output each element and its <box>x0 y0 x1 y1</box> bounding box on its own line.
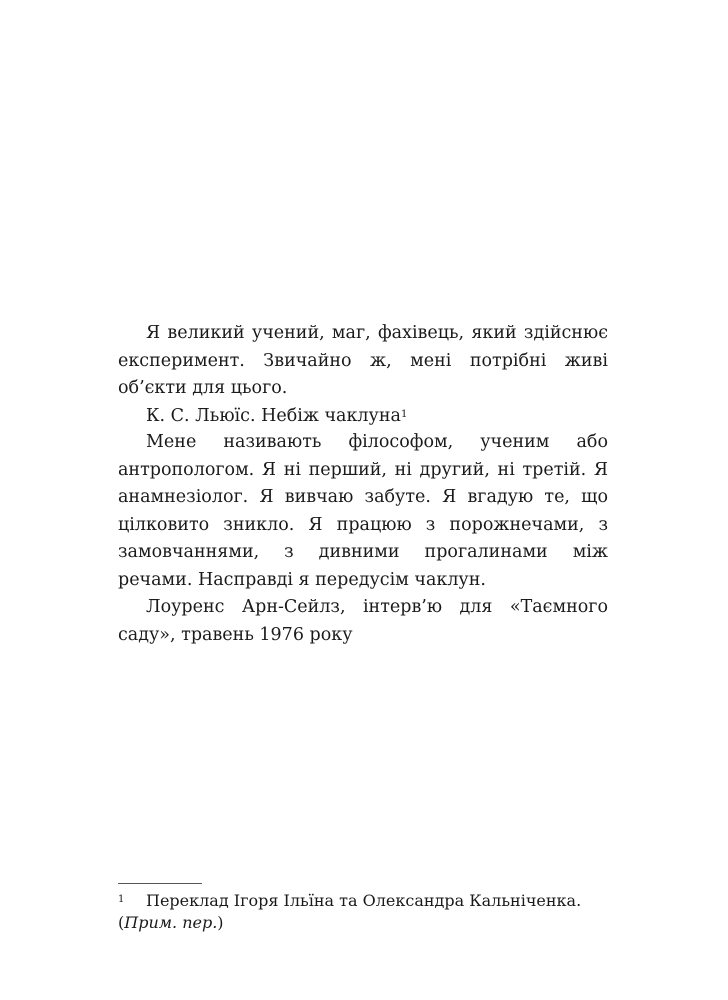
epigraph-attribution: Лоуренс Арн-Сейлз, інтерв’ю для «Таємного саду», травень 1976 року <box>118 597 608 645</box>
epigraph-quote: Мене називають філософом, ученим або антропологом. Я ні перший, ні другий, ні третій. Я анамнезіолог. Я вивчаю забуте. Я вгадую те, що цілковито зникло. Я працюю з порожнечами, з замовчаннями, з дивними прогалинами між речами. Насправді я передусім чаклун. <box>118 432 608 590</box>
epigraph-arn-sayles <box>118 429 608 649</box>
attribution-text: К. С. Льюїс. Небіж чаклуна <box>146 405 401 426</box>
footnote-close-paren: ) <box>217 913 224 932</box>
footnote-text: Переклад Ігоря Ільїна та Олександра Кальніченка. ( <box>118 891 582 932</box>
epigraph-lewis <box>118 320 608 430</box>
footnote <box>118 890 618 934</box>
footnote-mark: 1 <box>118 894 125 905</box>
epigraph-attribution <box>118 403 608 431</box>
epigraph-quote: Я великий учений, маг, фахівець, який здійснює експеримент. Звичайно ж, мені потрібні живі об’єкти для цього. <box>118 323 608 398</box>
footnote-translator-note: Прим. пер. <box>124 913 218 932</box>
footnote-reference[interactable]: 1 <box>400 408 408 420</box>
footnote-divider <box>118 883 202 884</box>
